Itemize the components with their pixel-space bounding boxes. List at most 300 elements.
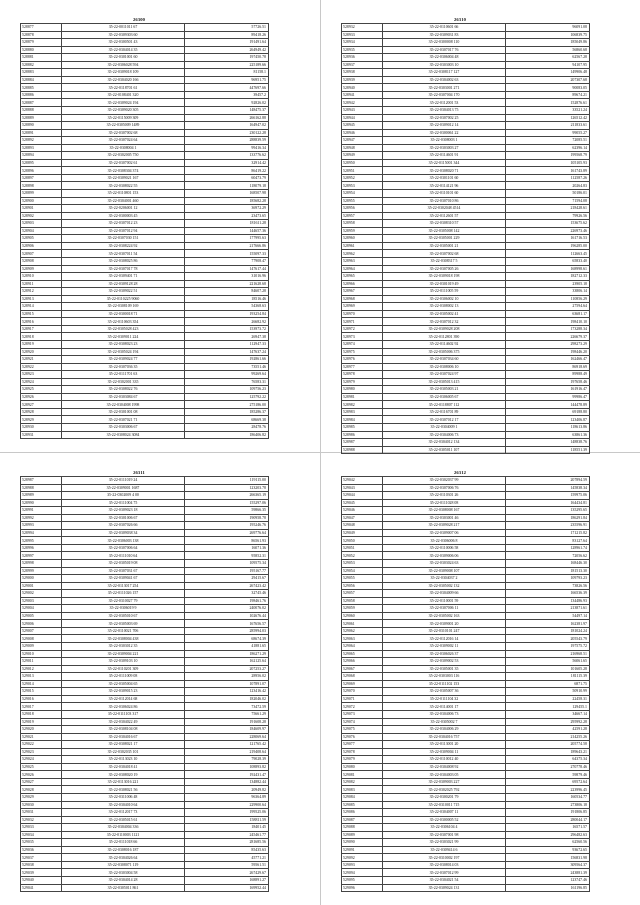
amount-cell: 6871.75 [506,680,590,688]
record-id-cell: 529083 [342,786,383,794]
table-block-26300 [20,16,266,439]
record-id-cell: 529028 [21,786,62,794]
table-row [342,499,590,507]
amount-cell: 83127.64 [506,537,590,545]
record-id-cell: 528916 [21,318,62,326]
table-row [342,84,590,92]
table-row [342,129,590,137]
amount-cell: 168446.30 [506,560,590,568]
parcel-code-cell: 35-22-0307021 71 [62,416,185,424]
parcel-code-cell: 35-22-0113023 10 [62,756,185,764]
table-row [21,24,269,32]
record-id-cell: 529088 [342,824,383,832]
amount-cell: 134486.93 [506,597,590,605]
amount-cell: 92826.02 [185,99,269,107]
table-row [21,763,269,771]
record-id-cell: 529010 [21,650,62,658]
amount-cell: 155097.33 [185,250,269,258]
parcel-code-cell: 35-22-0309401 71 [62,273,185,281]
record-id-cell: 528911 [21,280,62,288]
record-id-cell: 528894 [21,152,62,160]
table-row [21,778,269,786]
amount-cell: 73472.59 [185,703,269,711]
record-id-cell: 529063 [342,635,383,643]
parcel-code-cell: 35-22-0304004 336 [62,824,185,832]
amount-cell: 62560.56 [506,839,590,847]
amount-cell: 42591.28 [506,726,590,734]
table-row [21,590,269,598]
record-id-cell: 528988 [342,446,383,454]
parcel-code-cell: 35-22-0110301 26 [383,492,506,500]
parcel-code-cell: 35-22-0307011 54 [62,250,185,258]
table-row [342,31,590,39]
parcel-code-cell: 35-22-0303004 58 [62,869,185,877]
table-row [21,303,269,311]
parcel-code-cell: 35-22-0303003 10 [383,61,506,69]
parcel-code-cell: 35-22-0309002 11 [383,643,506,651]
record-id-cell: 529033 [21,824,62,832]
table-row [21,522,269,530]
amount-cell: 134882.44 [185,778,269,786]
amount-cell: 123203.78 [185,484,269,492]
amount-cell: 144657.36 [185,227,269,235]
amount-cell: 189643.21 [506,748,590,756]
record-id-cell: 528885 [21,84,62,92]
table-row [21,371,269,379]
amount-cell: 228069.64 [185,733,269,741]
table-row [21,99,269,107]
table-row [21,884,269,892]
amount-cell: 86918.69 [506,363,590,371]
record-id-cell: 529036 [21,846,62,854]
table-row [21,492,269,500]
parcel-code-cell: 35-22-0307002 61 [62,159,185,167]
record-id-cell: 528957 [342,212,383,220]
record-id-cell: 528973 [342,333,383,341]
table-row [21,567,269,575]
amount-cell: 107891.07 [185,680,269,688]
parcel-code-cell: 35-22-0305001 229 [383,235,506,243]
table-row [342,159,590,167]
parcel-code-cell: 35-22-0307012 99 [383,869,506,877]
table-row [342,824,590,832]
table-row [342,477,590,485]
amount-cell: 57726.51 [185,24,269,32]
table-row [21,280,269,288]
record-id-cell: 528981 [342,393,383,401]
amount-cell: 101605.28 [506,665,590,673]
table-row [21,831,269,839]
table-row [21,612,269,620]
amount-cell: 108893.82 [185,763,269,771]
record-id-cell: 529037 [21,854,62,862]
parcel-code-cell: 35-22-0307034 60 [383,356,506,364]
amount-cell: 196285.00 [506,242,590,250]
record-id-cell: 529094 [342,869,383,877]
record-id-cell: 529066 [342,658,383,666]
parcel-code-cell: 35-22-0112601 57 [383,212,506,220]
record-id-cell: 528895 [21,159,62,167]
amount-cell: 240076.02 [185,605,269,613]
amount-cell: 225189.66 [185,61,269,69]
table-row [342,76,590,84]
table-row [342,884,590,892]
record-id-cell: 528901 [21,205,62,213]
parcel-code-cell: 35-22-0305002 163 [383,612,506,620]
parcel-code-cell: 35-22-0306002 10 [383,295,506,303]
record-id-cell: 529092 [342,854,383,862]
parcel-code-cell: 35-22-0303006 67 [62,423,185,431]
parcel-code-cell: 35-22-0306006 8 [383,537,506,545]
table-row [21,824,269,832]
parcel-code-cell: 35-22-0309024 77 [62,356,185,364]
parcel-code-cell: 35-22-0309024 131 [383,884,506,892]
table-row [342,144,590,152]
table-row [342,174,590,182]
parcel-code-cell: 35-22-0308016 187 [62,846,185,854]
parcel-code-cell: 35-22-0306104 4 [383,824,506,832]
parcel-code-cell: 35-22-0300061 22 [383,129,506,137]
amount-cell: 226973.46 [506,227,590,235]
amount-cell: 72056.62 [506,552,590,560]
parcel-code-cell: 35-22-0308006 10 [383,363,506,371]
parcel-code-cell: 35-22-0302025 792 [383,786,506,794]
amount-cell: 123416.42 [185,688,269,696]
record-id-cell: 529011 [21,658,62,666]
parcel-code-cell: 35-22-0305001 21 [383,242,506,250]
record-id-cell: 529004 [21,605,62,613]
amount-cell: 33521.24 [506,107,590,115]
record-id-cell: 529016 [21,695,62,703]
record-id-cell: 528884 [21,76,62,84]
parcel-code-cell: 35-22-0110201 309 [62,665,185,673]
parcel-code-cell: 35-22-0307036 35 [62,363,185,371]
table-row [342,310,590,318]
table-row [342,809,590,817]
table-row [21,61,269,69]
record-id-cell: 528879 [21,39,62,47]
parcel-code-cell: 35-22-0114001 17 [383,703,506,711]
parcel-code-cell: 35-22-0307004 170 [383,91,506,99]
table-row [21,575,269,583]
parcel-code-cell: 35-22-0305003 21 [383,386,506,394]
record-table [20,23,269,439]
table-row [21,507,269,515]
table-row [342,726,590,734]
parcel-code-cell: 35-22-0111005 59 [383,288,506,296]
record-id-cell: 528962 [342,250,383,258]
table-row [21,710,269,718]
record-id-cell: 528915 [21,310,62,318]
record-id-cell: 529057 [342,590,383,598]
parcel-code-cell: 35-22-0303084 67 [62,393,185,401]
record-id-cell: 529023 [21,748,62,756]
table-row [342,197,590,205]
record-id-cell: 528966 [342,280,383,288]
parcel-code-cell: 35-22-0300018 71 [62,310,185,318]
record-id-cell: 529054 [342,567,383,575]
table-row [21,91,269,99]
parcel-code-cell: 35-22-0307006 11 [383,605,506,613]
table-row [21,658,269,666]
table-row [21,876,269,884]
table-row [21,597,269,605]
record-id-cell: 528963 [342,257,383,265]
table-row [342,325,590,333]
record-id-cell: 528930 [21,423,62,431]
parcel-code-cell: 35-22-0305028 423 [62,325,185,333]
parcel-code-cell: 35-22-0308004 438 [62,635,185,643]
table-row [21,514,269,522]
parcel-code-cell: 35-22-0307012 23 [62,220,185,228]
amount-cell: 102676.44 [185,612,269,620]
amount-cell: 149906.48 [506,69,590,77]
record-id-cell: 529082 [342,778,383,786]
amount-cell: 93672.65 [506,846,590,854]
table-row [342,703,590,711]
parcel-code-cell: 35-22-0011011 67 [62,24,185,32]
parcel-code-cell: 35-22-0307001 98 [383,831,506,839]
record-id-cell: 528913 [21,295,62,303]
parcel-code-cell: 35-22-0300003 45 [62,212,185,220]
parcel-code-cell: 35-22-0303001 46 [383,514,506,522]
parcel-code-cell: 35-22-0110101 60 [383,190,506,198]
amount-cell: 16571.57 [506,824,590,832]
parcel-code-cell: 35-22-0304014 35 [62,46,185,54]
record-id-cell: 528959 [342,227,383,235]
amount-cell: 125792.22 [185,393,269,401]
table-row [342,741,590,749]
amount-cell: 90083.05 [506,84,590,92]
record-id-cell: 528921 [21,356,62,364]
amount-cell: 62396.14 [506,144,590,152]
table-row [342,363,590,371]
amount-cell: 161716.53 [506,235,590,243]
table-row [21,378,269,386]
parcel-code-cell: 35-22-0114121 96 [383,182,506,190]
table-row [21,84,269,92]
record-id-cell: 528926 [21,393,62,401]
parcel-code-cell: 35-22-0111026 157 [62,590,185,598]
record-id-cell: 529059 [342,605,383,613]
amount-cell: 199568.79 [506,152,590,160]
amount-cell: 118079.18 [185,182,269,190]
parcel-code-cell: 35-22-0308021 17 [62,741,185,749]
parcel-code-cell: 35-22-0111010 64 [62,552,185,560]
table-row [342,627,590,635]
amount-cell: 181611.28 [185,220,269,228]
table-row [342,544,590,552]
record-id-cell: 528945 [342,122,383,130]
record-id-cell: 528933 [342,31,383,39]
table-row [21,333,269,341]
parcel-code-cell: 35-22-0110021 706 [62,627,185,635]
record-id-cell: 529068 [342,673,383,681]
record-id-cell: 528974 [342,340,383,348]
table-row [342,265,590,273]
record-id-cell: 528881 [21,54,62,62]
record-id-cell: 529048 [342,522,383,530]
amount-cell: 112587.26 [506,174,590,182]
record-id-cell: 529021 [21,733,62,741]
table-row [21,695,269,703]
table-row [342,69,590,77]
parcel-code-cell: 35-22-0111019 24 [62,477,185,485]
record-table [341,23,590,454]
parcel-code-cell: 35-22-0302001 335 [62,378,185,386]
table-row [21,673,269,681]
parcel-code-cell: 35-22-0302005 750 [62,152,185,160]
record-id-cell: 529018 [21,710,62,718]
parcel-code-cell: 35-22-0305010 67 [62,612,185,620]
parcel-code-cell: 35-22-0112801 390 [383,333,506,341]
parcel-code-cell: 35-22-0305009 1489 [62,122,185,130]
table-row [21,250,269,258]
parcel-code-cell: 35-22-0307006 76 [383,484,506,492]
amount-cell: 186271.29 [185,650,269,658]
table-row [21,861,269,869]
record-id-cell: 529053 [342,560,383,568]
table-row [342,182,590,190]
parcel-code-cell: 35-22-0309023 18 [62,507,185,515]
amount-cell: 89418.26 [185,31,269,39]
record-id-cell: 528965 [342,273,383,281]
parcel-code-cell: 35-22-0304037 2 [383,575,506,583]
table-row [342,680,590,688]
amount-cell: 182046.02 [185,695,269,703]
record-id-cell: 528940 [342,84,383,92]
amount-cell: 73826.56 [506,582,590,590]
record-id-cell: 529073 [342,710,383,718]
amount-cell: 266162.88 [185,114,269,122]
parcel-code-cell: 35-22-0304006 73 [383,431,506,439]
record-id-cell: 528996 [21,544,62,552]
record-id-cell: 529067 [342,665,383,673]
parcel-code-cell: 35-22-0308014 03 [383,861,506,869]
record-id-cell: 528893 [21,144,62,152]
amount-cell: 161196.85 [506,884,590,892]
page-divider-vertical [320,0,321,905]
amount-cell: 20264.83 [506,182,590,190]
table-row [21,114,269,122]
amount-cell: 198446.20 [506,348,590,356]
amount-cell: 197450.78 [185,54,269,62]
table-row [342,446,590,454]
parcel-code-cell: 35-22-0309001 20 [383,620,506,628]
table-row [21,242,269,250]
table-row [342,718,590,726]
amount-cell: 148475.37 [185,107,269,115]
amount-cell: 28478.76 [185,423,269,431]
parcel-code-cell: 35-22-0306019 9 [62,605,185,613]
amount-cell: 32745.46 [185,590,269,598]
amount-cell: 121765.42 [185,741,269,749]
amount-cell: 81158.1 [185,69,269,77]
table-row [342,778,590,786]
parcel-code-cell: 35-22-0303024 63 [383,560,506,568]
record-id-cell: 528914 [21,303,62,311]
parcel-code-cell: 35-22-0304010 64 [62,801,185,809]
record-id-cell: 529030 [21,801,62,809]
parcel-code-cell: 35-22-0309018 198 [383,273,506,281]
record-id-cell: 528995 [21,537,62,545]
amount-cell: 191608.28 [185,718,269,726]
record-id-cell: 528984 [342,416,383,424]
amount-cell: 71594.08 [506,197,590,205]
parcel-code-cell: 35-22-0309128 28 [62,280,185,288]
parcel-code-cell: 35-22-0310011 715 [383,801,506,809]
amount-cell: 273806.18 [506,801,590,809]
parcel-code-cell: 35-22-0308008 167 [383,507,506,515]
amount-cell: 20949.82 [185,786,269,794]
amount-cell: 207307.68 [506,76,590,84]
table-row [21,340,269,348]
table-row [342,288,590,296]
amount-cell: 152876.61 [506,99,590,107]
amount-cell: 173288.34 [506,325,590,333]
amount-cell: 269776.64 [185,529,269,537]
amount-cell: 182712.33 [506,273,590,281]
table-row [342,876,590,884]
record-id-cell: 529072 [342,703,383,711]
amount-cell: 59561.51 [185,861,269,869]
amount-cell: 129455.1 [506,703,590,711]
record-id-cell: 529055 [342,575,383,583]
amount-cell: 266365.19 [185,492,269,500]
amount-cell: 216968.51 [506,650,590,658]
table-row [21,159,269,167]
parcel-code-cell: 35-22-0305015 61 [62,816,185,824]
table-row [342,439,590,447]
amount-cell: 161916.47 [506,386,590,394]
record-id-cell: 528924 [21,378,62,386]
record-id-cell: 528987 [21,477,62,485]
amount-cell: 280044.17 [506,816,590,824]
table-row [342,235,590,243]
amount-cell: 112663.45 [506,250,590,258]
parcel-code-cell: 35-22-0307031 67 [62,567,185,575]
record-id-cell: 528920 [21,348,62,356]
record-id-cell: 528987 [342,439,383,447]
table-row [342,303,590,311]
parcel-code-cell: 35-22-0308071 119 [62,861,185,869]
parcel-code-cell: 35-22-0307012 32 [383,318,506,326]
table-row [21,809,269,817]
amount-cell: 128961.74 [506,544,590,552]
record-id-cell: 528908 [21,257,62,265]
table-row [21,220,269,228]
record-id-cell: 528978 [342,371,383,379]
table-row [342,861,590,869]
parcel-code-cell: 35-22-0110225 9060 [62,295,185,303]
table-row [342,507,590,515]
amount-cell: 207894.59 [506,477,590,485]
record-id-cell: 529008 [21,635,62,643]
table-row [342,552,590,560]
table-row [21,386,269,394]
table-row [342,831,590,839]
record-id-cell: 528903 [21,220,62,228]
record-id-cell: 529009 [21,643,62,651]
table-row [21,423,269,431]
parcel-code-cell: 35-22-0301006 67 [62,514,185,522]
record-id-cell: 529051 [342,544,383,552]
record-id-cell: 528989 [21,492,62,500]
amount-cell: 218428.61 [506,205,590,213]
parcel-code-cell: 35-22-0304009 66 [383,590,506,598]
parcel-code-cell: 35-22-0304001 460 [62,197,185,205]
record-id-cell: 529027 [21,778,62,786]
